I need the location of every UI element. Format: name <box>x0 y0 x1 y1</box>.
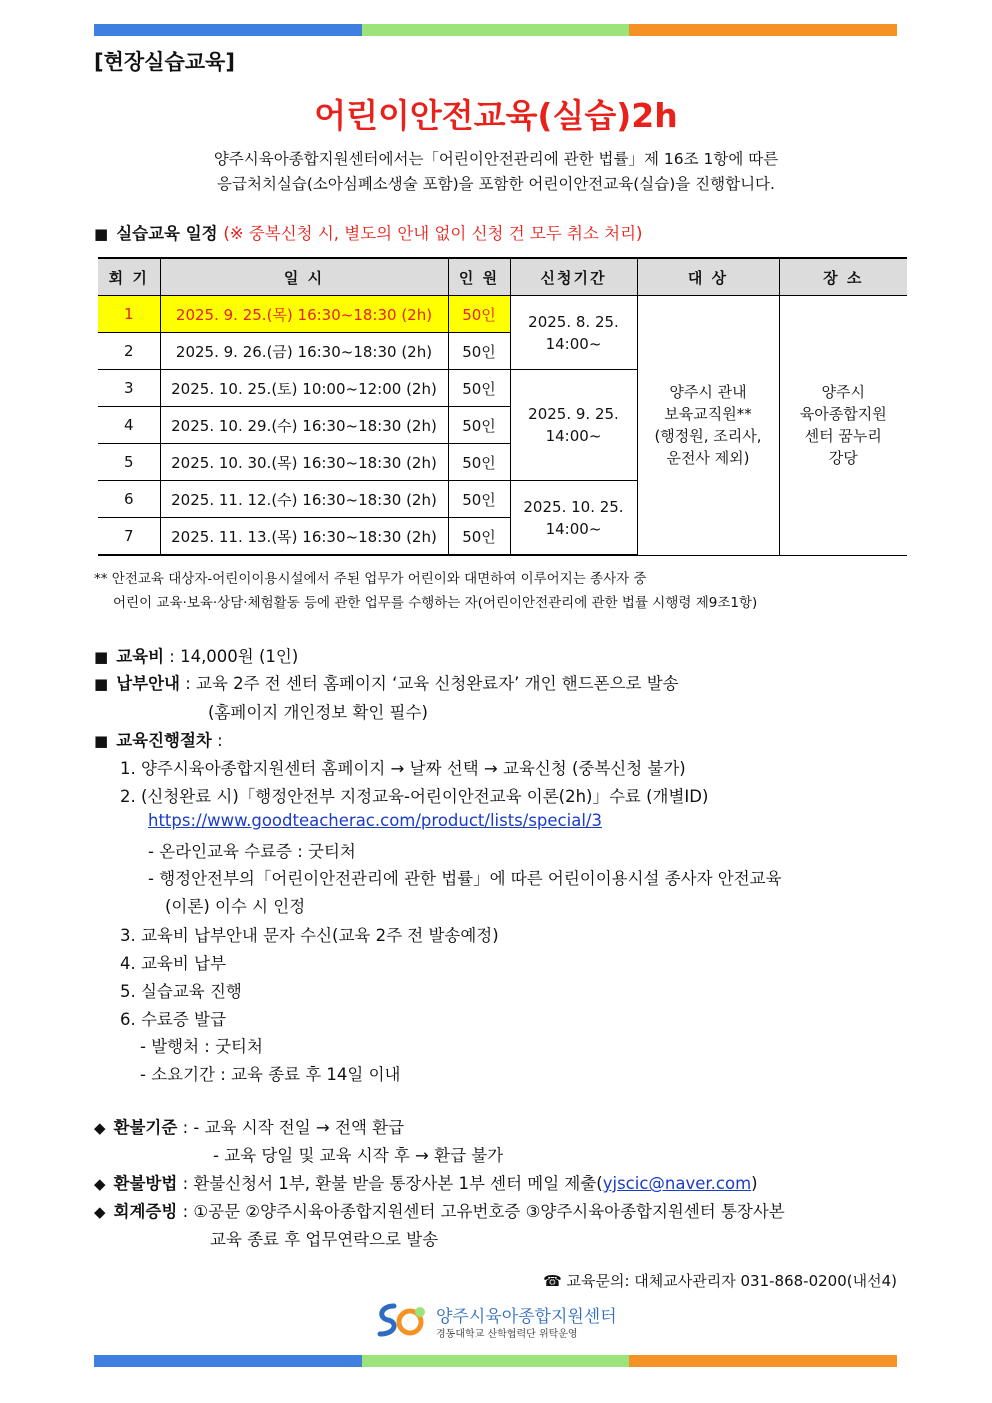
diamond-bullet-icon: ◆ <box>94 1203 106 1221</box>
accounting-sub: 교육 종료 후 업무연락으로 발송 <box>210 1230 439 1249</box>
period-date: 2025. 8. 25. <box>528 312 619 331</box>
period-date: 2025. 9. 25. <box>528 405 619 423</box>
accounting-label: 회계증빙 <box>113 1202 178 1221</box>
diamond-bullet-icon: ◆ <box>94 1119 106 1137</box>
center-logo <box>372 1300 622 1342</box>
session-datetime: 2025. 9. 26.(금) 16:30~18:30 (2h) <box>160 333 448 370</box>
apply-period-2 <box>510 370 637 481</box>
header-period: 신청기간 <box>510 258 637 296</box>
procedure-step-1: 1. 양주시육아종합지원센터 홈페이지 → 날짜 선택 → 교육신청 (중복신청 불가) <box>120 759 686 778</box>
procedure-step-6b: - 소요기간 : 교육 종료 후 14일 이내 <box>140 1065 401 1084</box>
session-datetime: 2025. 11. 12.(수) 16:30~18:30 (2h) <box>160 481 448 518</box>
goodteacher-link[interactable]: https://www.goodteacherac.com/product/lists/special/3 <box>148 811 602 830</box>
header-datetime: 일 시 <box>160 258 448 296</box>
table-header-row <box>98 258 907 296</box>
session-no: 5 <box>98 444 160 481</box>
procedure-step-3: 3. 교육비 납부안내 문자 수신(교육 2주 전 발송예정) <box>120 926 499 945</box>
schedule-table <box>98 257 907 556</box>
header-target: 대 상 <box>637 258 779 296</box>
procedure-step-2b: - 행정안전부의「어린이안전관리에 관한 법률」에 따른 어린이이용시설 종사자 안전교육 <box>148 869 782 888</box>
diamond-bullet-icon: ◆ <box>94 1175 106 1193</box>
email-link[interactable]: yjscic@naver.com <box>602 1174 752 1193</box>
session-capacity: 50인 <box>448 370 510 407</box>
refund-method-line <box>94 1170 758 1194</box>
target-line: 운전사 제외) <box>666 449 750 468</box>
refund-rule-line-2: - 교육 당일 및 교육 시작 후 → 환급 불가 <box>213 1146 504 1165</box>
procedure-label: 교육진행절차 <box>116 731 212 750</box>
refund-rule-value: : - 교육 시작 전일 → 전액 환급 <box>182 1118 405 1137</box>
refund-method-close: ) <box>751 1174 758 1193</box>
procedure-step-5: 5. 실습교육 진행 <box>120 982 242 1001</box>
procedure-step-4: 4. 교육비 납부 <box>120 954 226 973</box>
payment-label: 납부안내 <box>116 674 180 693</box>
schedule-heading-label: 실습교육 일정 <box>116 224 218 243</box>
place-line: 센터 꿈누리 <box>804 427 882 446</box>
page-title: 어린이안전교육(실습)2h <box>314 96 678 135</box>
session-capacity: 50인 <box>448 333 510 370</box>
logo-sub: 경동대학교 산학협력단 위탁운영 <box>436 1329 578 1340</box>
period-time: 14:00~ <box>545 427 602 445</box>
logo-mark-icon <box>372 1300 432 1340</box>
header-place: 장 소 <box>779 258 907 296</box>
place-line: 양주시 <box>821 383 865 402</box>
schedule-warning: (※ 중복신청 시, 별도의 안내 없이 신청 건 모두 취소 처리) <box>223 224 643 243</box>
section-tag: [현장실습교육] <box>94 50 235 74</box>
top-color-bar <box>94 24 897 36</box>
bottom-color-bar <box>94 1355 897 1367</box>
period-time: 14:00~ <box>545 519 602 538</box>
header-session: 회 기 <box>98 258 160 296</box>
procedure-step-2: 2. (신청완료 시)「행정안전부 지정교육-어린이안전교육 이론(2h)」수료 (개별ID) <box>120 787 709 806</box>
target-line: 보육교직원** <box>664 405 752 424</box>
schedule-heading <box>94 220 642 244</box>
refund-method-value: : 환불신청서 1부, 환불 받을 통장사본 1부 센터 메일 제출( <box>182 1174 603 1193</box>
session-no: 4 <box>98 407 160 444</box>
session-capacity: 50인 <box>448 518 510 556</box>
square-bullet-icon: ■ <box>94 225 109 243</box>
footnote-line-2: 어린이 교육·보육·상담·체험활동 등에 관한 업무를 수행하는 자(어린이안전관리에 관한 법률 시행령 제9조1항) <box>113 595 758 611</box>
apply-period-3 <box>510 481 637 556</box>
procedure-link-line <box>148 811 602 830</box>
intro-line-2: 응급처치실습(소아심폐소생술 포함)을 포함한 어린이안전교육(실습)을 진행합니다. <box>217 175 775 193</box>
refund-rule-line <box>94 1114 404 1138</box>
place-line: 육아종합지원 <box>799 405 887 424</box>
period-time: 14:00~ <box>545 334 602 353</box>
fee-line <box>94 643 298 667</box>
session-datetime: 2025. 11. 13.(목) 16:30~18:30 (2h) <box>160 518 448 556</box>
accounting-line <box>94 1198 785 1222</box>
session-datetime: 2025. 10. 25.(토) 10:00~12:00 (2h) <box>160 370 448 407</box>
fee-value: : 14,000원 (1인) <box>169 647 299 666</box>
session-no: 1 <box>98 296 160 333</box>
session-no: 2 <box>98 333 160 370</box>
contact-info: ☎ 교육문의: 대체교사관리자 031-868-0200(내선4) <box>543 1272 897 1290</box>
session-no: 3 <box>98 370 160 407</box>
apply-period-1 <box>510 296 637 370</box>
procedure-heading <box>94 727 223 751</box>
session-capacity: 50인 <box>448 407 510 444</box>
intro-line-1: 양주시육아종합지원센터에서는「어린이안전관리에 관한 법률」제 16조 1항에 따른 <box>213 150 779 168</box>
procedure-step-2b-cont: (이론) 이수 시 인정 <box>165 897 306 916</box>
fee-label: 교육비 <box>116 647 165 666</box>
session-datetime: 2025. 9. 25.(목) 16:30~18:30 (2h) <box>160 296 448 333</box>
square-bullet-icon: ■ <box>94 675 109 693</box>
procedure-step-6: 6. 수료증 발급 <box>120 1010 226 1029</box>
session-capacity: 50인 <box>448 481 510 518</box>
payment-sub: (홈페이지 개인정보 확인 필수) <box>208 703 428 722</box>
procedure-step-6a: - 발행처 : 굿티처 <box>140 1037 263 1056</box>
place-line: 강당 <box>828 449 858 468</box>
session-capacity: 50인 <box>448 444 510 481</box>
payment-value: : 교육 2주 전 센터 홈페이지 ‘교육 신청완료자’ 개인 핸드폰으로 발송 <box>185 674 679 693</box>
session-no: 7 <box>98 518 160 556</box>
square-bullet-icon: ■ <box>94 732 109 750</box>
header-capacity: 인 원 <box>448 258 510 296</box>
period-date: 2025. 10. 25. <box>523 497 624 516</box>
target-line: (행정원, 조리사, <box>654 427 762 446</box>
accounting-value: : ①공문 ②양주시육아종합지원센터 고유번호증 ③양주시육아종합지원센터 통장사본 <box>182 1202 785 1221</box>
payment-line <box>94 670 679 694</box>
procedure-colon: : <box>211 731 223 750</box>
session-no: 6 <box>98 481 160 518</box>
logo-name: 양주시육아종합지원센터 <box>436 1307 617 1327</box>
procedure-step-2a: - 온라인교육 수료증 : 굿티처 <box>148 842 356 861</box>
session-datetime: 2025. 10. 30.(목) 16:30~18:30 (2h) <box>160 444 448 481</box>
target-cell <box>637 296 779 556</box>
square-bullet-icon: ■ <box>94 648 109 666</box>
table-row <box>98 296 907 333</box>
place-cell <box>779 296 907 556</box>
target-line: 양주시 관내 <box>669 383 747 402</box>
footnote-line-1: ** 안전교육 대상자-어린이이용시설에서 주된 업무가 어린이와 대면하여 이루어지는 종사자 중 <box>94 571 647 587</box>
refund-rule-label: 환불기준 <box>113 1118 178 1137</box>
session-datetime: 2025. 10. 29.(수) 16:30~18:30 (2h) <box>160 407 448 444</box>
refund-method-label: 환불방법 <box>113 1174 178 1193</box>
session-capacity: 50인 <box>448 296 510 333</box>
